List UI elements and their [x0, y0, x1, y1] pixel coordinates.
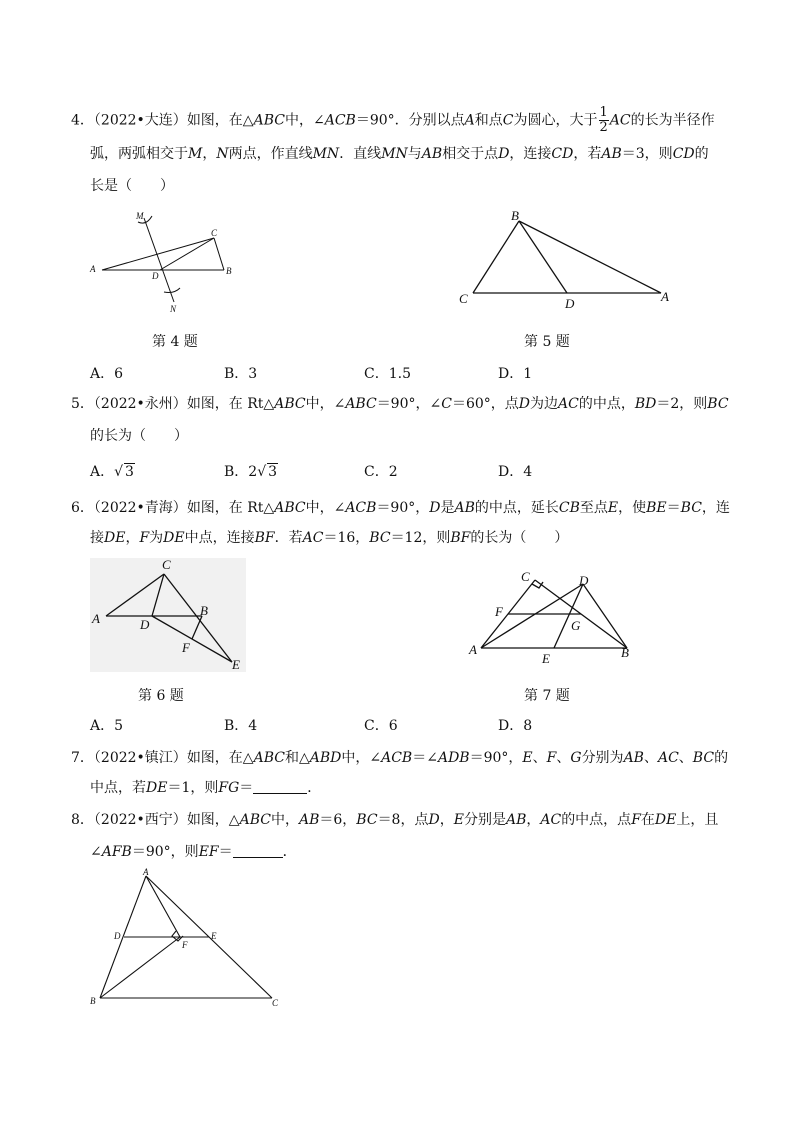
fig8-segment-af [146, 876, 180, 937]
figure-5-caption: 第 5 题 [524, 334, 570, 350]
fig4-label-b: B [226, 266, 232, 276]
fig8-label-e: E [211, 931, 217, 941]
q6-line-2: 接DE，F为DE中点，连接BF．若AC＝16，BC＝12，则BF的长为（ ） [90, 530, 569, 546]
figure-8 [88, 867, 288, 1010]
figure-6-caption: 第 6 题 [138, 688, 184, 704]
q4-option-c[interactable]: C．1.5 [364, 366, 411, 382]
fig6-label-c: C [162, 557, 171, 572]
fig7-label-a: A [469, 642, 477, 657]
q5-option-d[interactable]: D．4 [498, 464, 533, 480]
q5-option-b[interactable]: B．2√ 3 [224, 464, 278, 480]
fig8-label-b: B [90, 996, 96, 1006]
sqrt-symbol: √ [114, 464, 124, 480]
q4-option-a[interactable]: A．6 [90, 366, 124, 382]
figure-4 [88, 210, 258, 320]
fig7-label-b: B [621, 645, 629, 660]
fig5-label-c: C [459, 291, 468, 306]
one-half-fraction: $\frac{1}{2}$ [599, 105, 608, 135]
q7-line-2: 中点，若DE＝1，则FG＝ ． [90, 780, 322, 796]
q8-line-1: 8．（2022•西宁）如图，△ABC中，AB＝6，BC＝8，点D，E分别是AB，AC的中点，点F在DE上，且 [71, 812, 719, 828]
q4-line-1: 4．（2022•大连）如图，在△ABC中，∠ACB＝90°．分别以点A和点C为圆心，大于 $\frac{1}{2}$ AC的长为半径作 [71, 105, 715, 135]
fig8-label-a: A [143, 867, 149, 877]
q4-line-2: 弧，两弧相交于M，N两点，作直线MN．直线MN与AB相交于点D，连接CD，若AB＝3，则CD的 [90, 146, 709, 162]
fig5-label-d: D [565, 296, 575, 311]
fig5-segment-bd [519, 221, 567, 293]
q5-option-a[interactable]: A．√ 3 [90, 464, 134, 480]
fig5-label-b: B [511, 208, 519, 223]
fig5-segment-cb [473, 221, 519, 293]
fig4-label-d: D [152, 271, 159, 281]
q8-line-2: ∠AFB＝90°，则EF＝ ． [90, 844, 297, 860]
q7-line-1: 7．（2022•镇江）如图，在△ABC和△ABD中，∠ACB＝∠ADB＝90°，E、F、G分别为AB、AC、BC的 [71, 750, 729, 766]
fig8-label-d: D [114, 931, 121, 941]
fig7-label-g: G [571, 618, 581, 633]
fig6-label-e: E [232, 657, 240, 672]
q5-line-1: 5．（2022•永州）如图，在 Rt△ABC中，∠ABC＝90°，∠C＝60°，点D为边AC的中点，BD＝2，则BC [71, 396, 729, 412]
figure-4-caption: 第 4 题 [152, 334, 198, 350]
fig5-label-a: A [661, 289, 669, 304]
fig4-segment-ac [102, 238, 214, 270]
fig8-label-c: C [272, 998, 279, 1008]
sqrt-symbol: √ [257, 464, 267, 480]
fig7-label-f: F [495, 604, 503, 619]
fig4-segment-cb [214, 238, 224, 270]
q6-option-d[interactable]: D．8 [498, 718, 533, 734]
figure-6 [90, 558, 246, 672]
q7-answer-blank[interactable] [253, 779, 307, 794]
fig7-right-angle-c [532, 582, 543, 588]
fig6-background [90, 558, 246, 672]
figure-7 [465, 568, 645, 668]
fig4-label-n: N [170, 304, 177, 314]
figure-5 [455, 205, 685, 315]
fig7-label-d: D [579, 573, 589, 588]
q6-line-1: 6．（2022•青海）如图，在 Rt△ABC中，∠ACB＝90°，D是AB的中点，延长CB至点E，使BE＝BC，连 [71, 500, 730, 516]
q5-option-c[interactable]: C．2 [364, 464, 398, 480]
fig4-label-m: M [136, 211, 144, 221]
q6-option-b[interactable]: B．4 [224, 718, 258, 734]
fig6-label-b: B [200, 603, 208, 618]
fig4-segment-cd [160, 238, 214, 270]
q6-option-c[interactable]: C．6 [364, 718, 398, 734]
q5-line-2: 的长为（ ） [90, 428, 188, 444]
fig6-label-f: F [182, 640, 190, 655]
fig4-label-a: A [90, 264, 96, 274]
fig7-segment-db [583, 584, 627, 648]
fig5-segment-ba [519, 221, 661, 293]
fig6-label-d: D [140, 617, 150, 632]
fig7-label-c: C [521, 569, 530, 584]
q4-option-d[interactable]: D．1 [498, 366, 533, 382]
q6-option-a[interactable]: A．5 [90, 718, 124, 734]
fig7-label-e: E [542, 651, 550, 666]
figure-7-caption: 第 7 题 [524, 688, 570, 704]
fig8-label-f: F [182, 940, 188, 950]
fig4-arc-n [164, 288, 180, 293]
q4-line-3: 长是（ ） [90, 178, 174, 194]
q4-option-b[interactable]: B．3 [224, 366, 258, 382]
fig4-label-c: C [211, 228, 218, 238]
q8-answer-blank[interactable] [233, 843, 283, 858]
fig6-label-a: A [92, 611, 100, 626]
fig4-line-mn [144, 218, 174, 302]
